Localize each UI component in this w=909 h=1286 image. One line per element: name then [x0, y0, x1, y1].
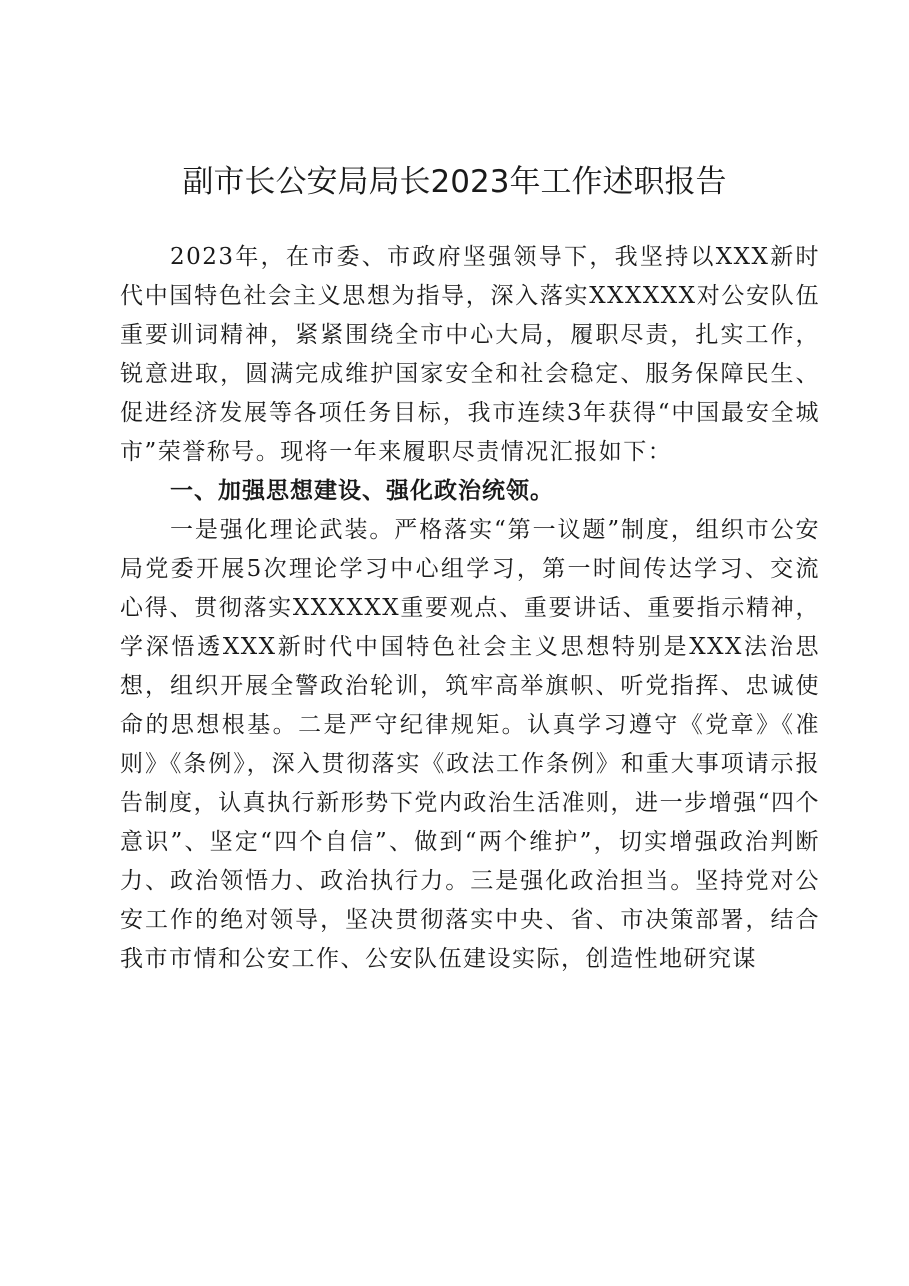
document-title: 副市长公安局局长2023年工作述职报告: [182, 164, 727, 200]
intro-paragraph: 2023年，在市委、市政府坚强领导下，我坚持以XXX新时代中国特色社会主义思想为指导，深入落实XXXXXX对公安队伍重要训词精神，紧紧围绕全市中心大局，履职尽责，扎实工作，锐意进取，圆满完成维护国家安全和社会稳定、服务保障民生、促进经济发展等各项任务目标，我市连续3年获得“中国最安全城市”荣誉称号。现将一年来履职尽责情况汇报如下：: [120, 244, 820, 465]
document-body: [120, 238, 820, 979]
section-heading: 一、加强思想建设、强化政治统领。: [170, 478, 554, 504]
section-paragraph: 一是强化理论武装。严格落实“第一议题”制度，组织市公安局党委开展5次理论学习中心组学习，第一时间传达学习、交流心得、贯彻落实XXXXXX重要观点、重要讲话、重要指示精神，学深悟透XXX新时代中国特色社会主义思想特别是XXX法治思想，组织开展全警政治轮训，筑牢高举旗帜、听党指挥、忠诚使命的思想根基。二是严守纪律规矩。认真学习遵守《党章》《准则》《条例》，深入贯彻落实《政法工作条例》和重大事项请示报告制度，认真执行新形势下党内政治生活准则，进一步增强“四个意识”、坚定“四个自信”、做到“两个维护”，切实增强政治判断力、政治领悟力、政治执行力。三是强化政治担当。坚持党对公安工作的绝对领导，坚决贯彻落实中央、省、市决策部署，结合我市市情和公安工作、公安队伍建设实际，创造性地研究谋: [120, 517, 820, 972]
